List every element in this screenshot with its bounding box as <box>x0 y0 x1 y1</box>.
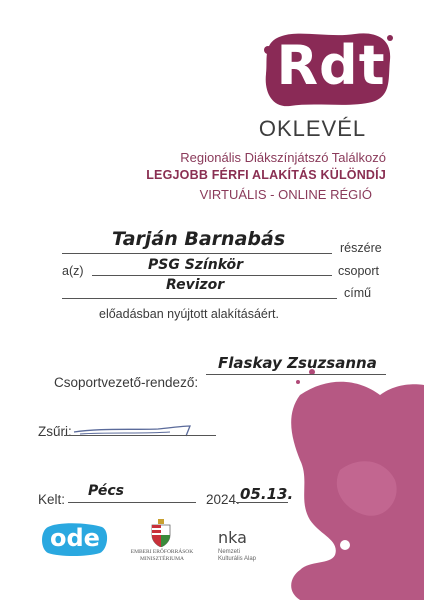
date-year: 2024. <box>206 492 240 507</box>
jury-line <box>64 435 216 436</box>
director-name: Flaskay Zsuzsanna <box>218 354 377 372</box>
rdt-logo-text: Rdt <box>276 34 386 97</box>
group-line <box>92 275 332 276</box>
recipient-suffix: részére <box>340 241 382 255</box>
place-name: Pécs <box>88 483 125 499</box>
group-prefix: a(z) <box>62 264 84 278</box>
ode-logo-text: ode <box>50 524 100 552</box>
jury-signature <box>70 420 200 442</box>
nka-name-line2: Kulturális Alap <box>218 556 257 562</box>
rdt-logo <box>260 30 395 110</box>
date-line <box>236 502 288 503</box>
award-name: LEGJOBB FÉRFI ALAKÍTÁS KÜLÖNDÍJ <box>146 168 386 182</box>
group-name: PSG Színkör <box>148 257 244 273</box>
page-title: OKLEVÉL <box>258 116 367 141</box>
performance-text: előadásban nyújtott alakításáért. <box>99 307 279 321</box>
recipient-name: Tarján Barnabás <box>112 228 286 250</box>
play-title: Revizor <box>166 277 225 293</box>
play-line <box>62 298 337 299</box>
ministry-name-line1: EMBERI ERŐFORRÁSOK <box>130 549 194 555</box>
jury-label: Zsűri: <box>38 424 72 439</box>
director-label: Csoportvezető-rendező: <box>54 375 199 390</box>
ministry-name-line2: MINISZTÉRIUMA <box>140 556 184 562</box>
region-name: VIRTUÁLIS - ONLINE RÉGIÓ <box>199 187 372 202</box>
ode-logo <box>40 521 110 557</box>
organizer-name: Regionális Diákszínjátszó Találkozó <box>180 150 386 165</box>
place-label: Kelt: <box>38 492 66 507</box>
place-line <box>68 502 196 503</box>
director-line <box>206 374 386 375</box>
coat-of-arms-icon <box>150 519 172 547</box>
date-day: 05.13. <box>240 485 294 503</box>
nka-name-line1: Nemzeti <box>218 549 241 555</box>
nka-logo: nka <box>218 528 247 547</box>
group-suffix: csoport <box>338 264 379 278</box>
play-suffix: című <box>344 286 372 300</box>
recipient-line <box>62 253 332 254</box>
